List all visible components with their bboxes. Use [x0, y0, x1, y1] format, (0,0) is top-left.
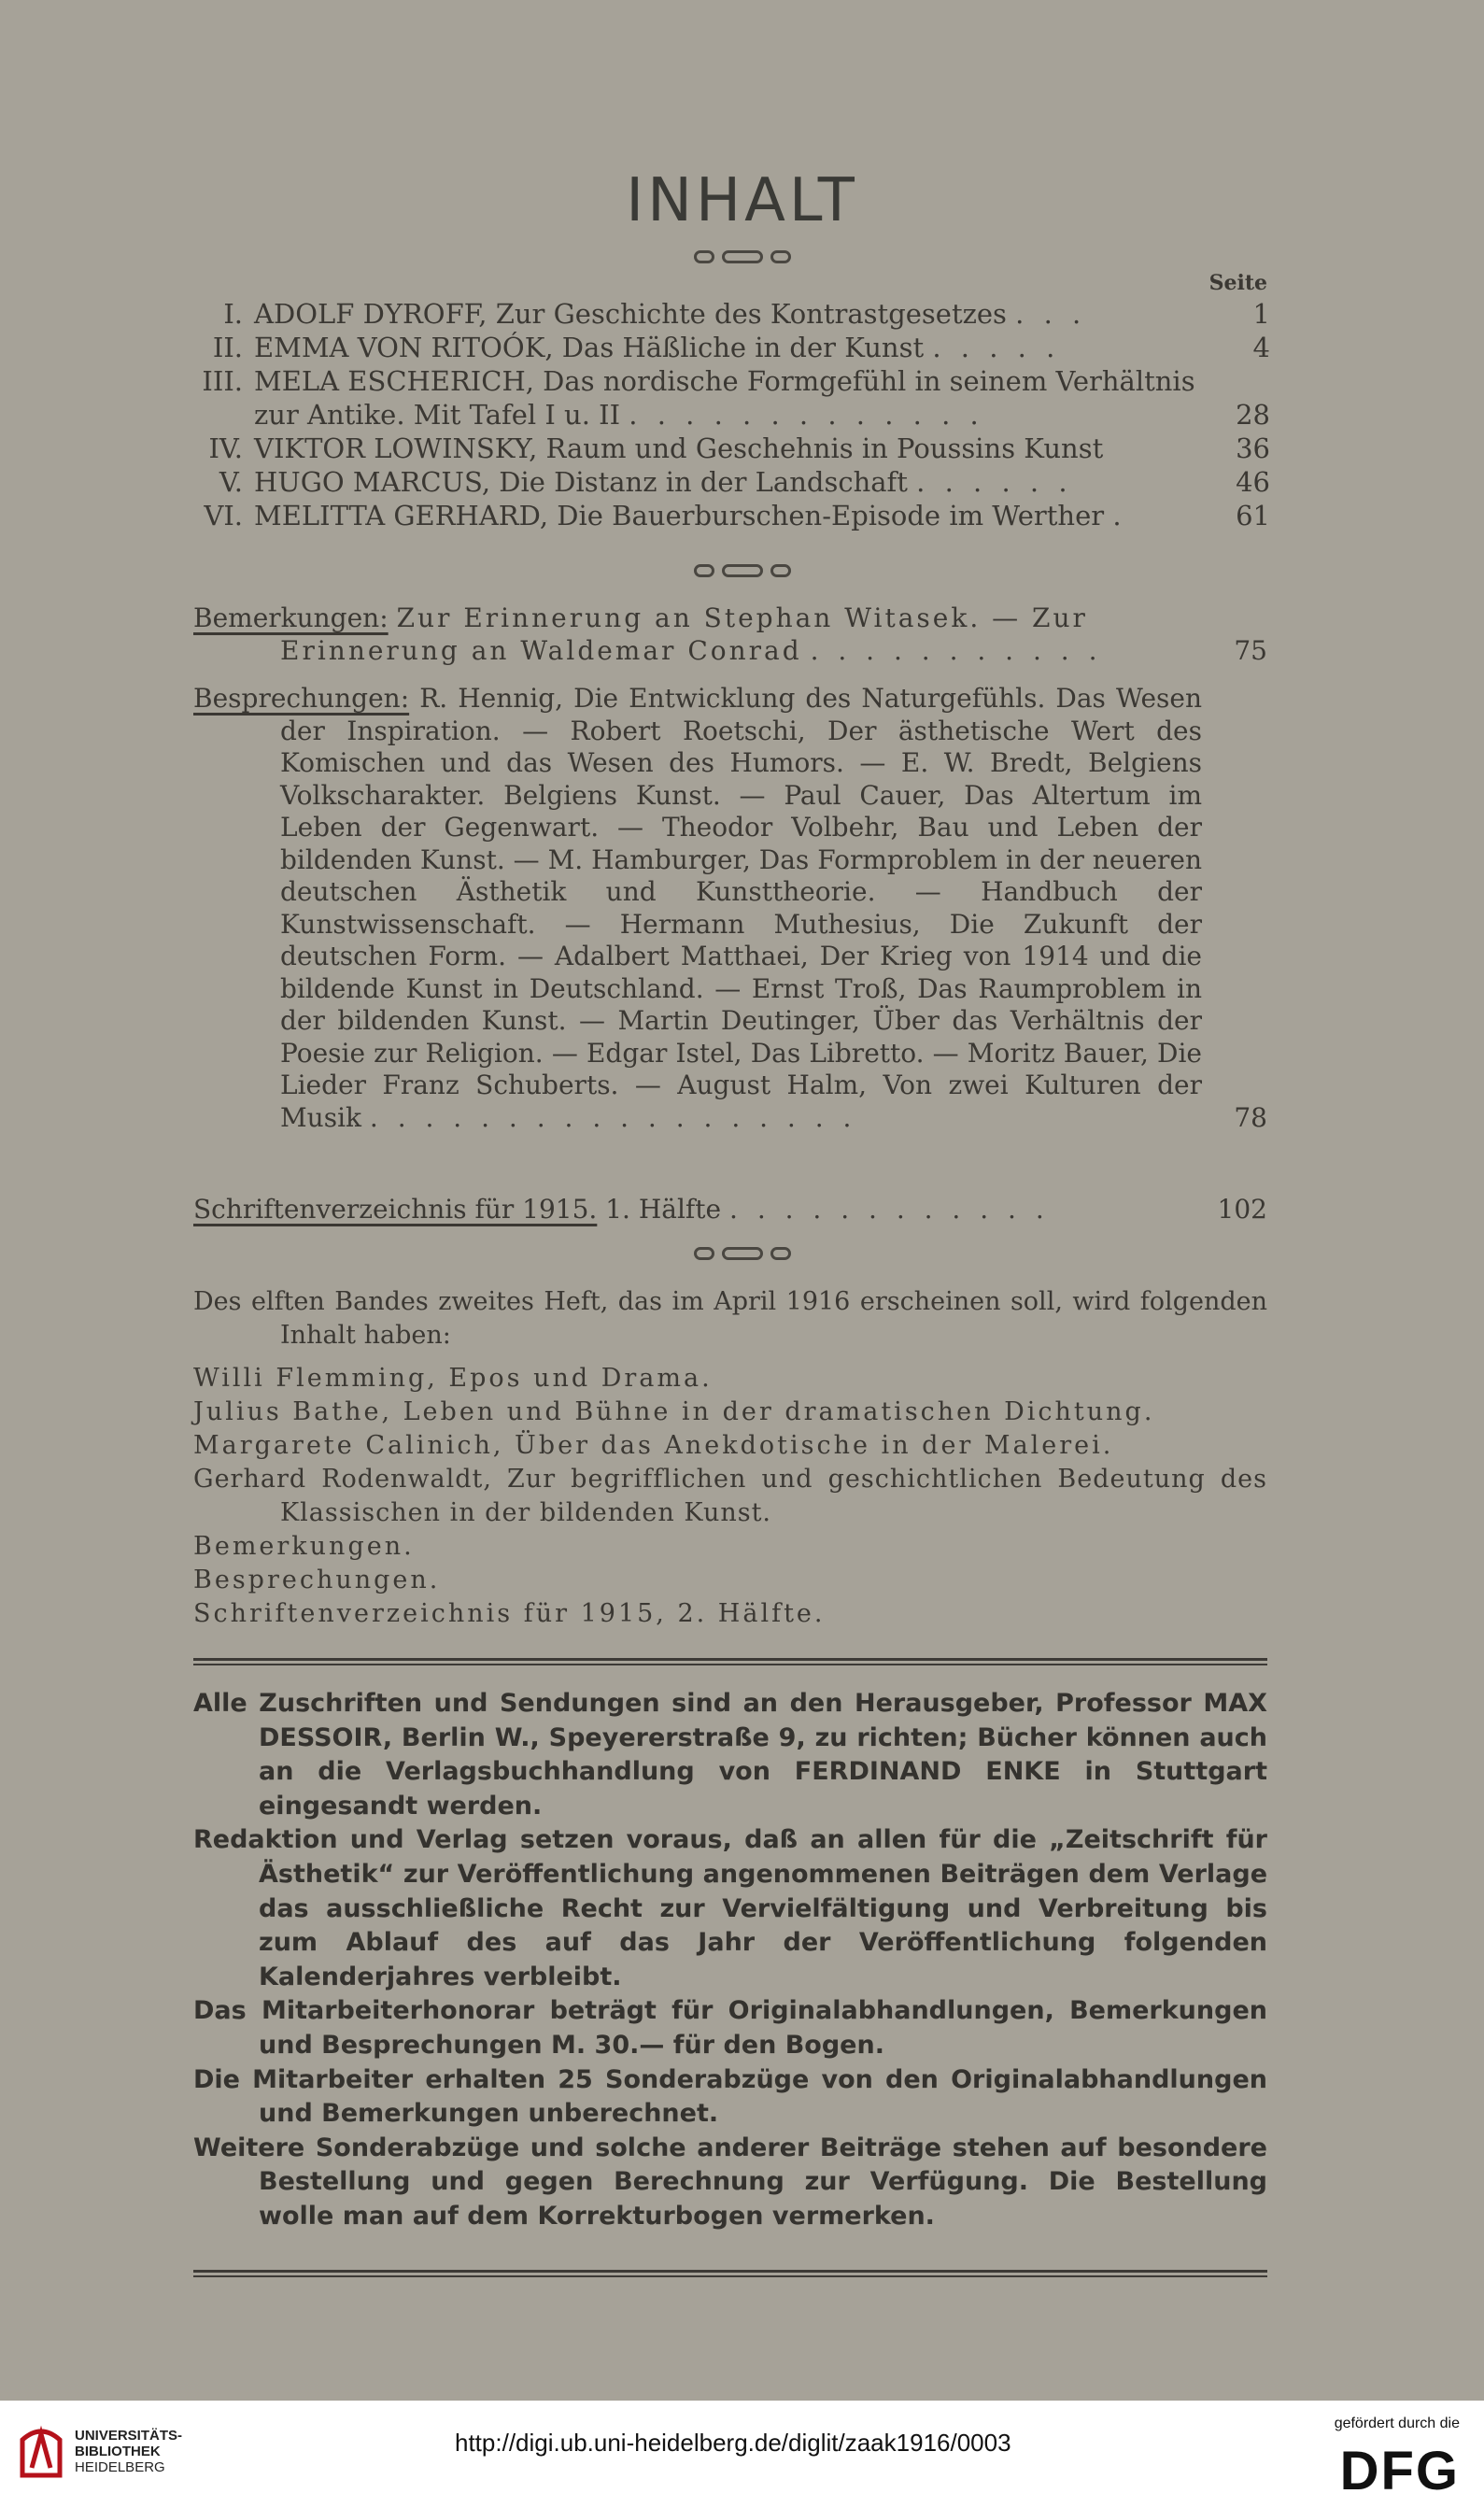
toc-page: 46	[1236, 466, 1270, 498]
besprechungen-entry[interactable]	[193, 683, 1267, 1134]
section-page: 78	[1234, 1101, 1267, 1133]
leader-dots: . . . . . . . . . . . . .	[629, 399, 984, 431]
toc-entry[interactable]	[187, 499, 1270, 532]
publisher-notes	[193, 1687, 1267, 2234]
digitization-footer	[0, 2401, 1484, 2508]
library-name-line: HEIDELBERG	[75, 2458, 165, 2475]
toc-text: ADOLF DYROFF, Zur Geschichte des Kontrastgesetzes	[254, 298, 1007, 330]
ornament-divider	[694, 564, 791, 577]
toc-entry[interactable]	[187, 331, 1270, 364]
toc-number: III.	[202, 365, 243, 397]
toc-number: II.	[212, 332, 243, 363]
toc-entry[interactable]	[187, 465, 1270, 499]
note-paragraph: Redaktion und Verlag setzen voraus, daß an allen für die „Zeitschrift für Ästhetik“ zur Veröffentlichung angenommenen Beiträgen dem Verlage das ausschließliche Recht zur Vervielfältigung und Verbreitung bis zum Ablauf des auf das Jahr der Veröffentlichung folgenden Kalenderjahres verbleibt.	[193, 1825, 1267, 1991]
note-paragraph: Die Mitarbeiter erhalten 25 Sonderabzüge von den Originalabhandlungen und Bemerkungen unberechnet.	[193, 2064, 1267, 2129]
section-page: 75	[1234, 634, 1267, 666]
toc-page: 61	[1236, 500, 1270, 531]
library-seal-icon	[17, 2421, 65, 2481]
note-paragraph: Weitere Sonderabzüge und solche anderer Beiträge stehen auf besondere Bestellung und gegen Berechnung zur Verfügung. Die Bestellung wolle man auf dem Korrekturbogen vermerken.	[193, 2133, 1267, 2231]
bemerkungen-entry[interactable]	[193, 602, 1267, 667]
permalink-url[interactable]: http://digi.ub.uni-heidelberg.de/diglit/zaak1916/0003	[455, 2429, 1011, 2457]
double-rule	[193, 2270, 1267, 2277]
dfg-logo[interactable]: DFG	[1339, 2441, 1460, 2501]
section-text: R. Hennig, Die Entwicklung des Naturgefühls. Das Wesen der Inspiration. — Robert Roetschi, Der ästhetische Wert des Komischen und das Wesen des Humors. — E. W. Bredt, Belgiens Volkscharakter. Belgiens Kunst. — Paul Cauer, Das Altertum im Leben der Gegenwart. — Theodor Volbehr, Bau und Leben der bildenden Kunst. — M. Hamburger, Das Formproblem in der neueren deutschen Ästhetik und Kunsttheorie. — Handbuch der Kunstwissenschaft. — Hermann Muthesius, Die Zukunft der deutschen Form. — Adalbert Matthaei, Der Krieg von 1914 und die bildende Kunst in Deutschland. — Ernst Troß, Das Raumproblem in der bildenden Kunst. — Martin Deutinger, Über das Verhältnis der Poesie zur Religion. — Edgar Istel, Das Libretto. — Moritz Bauer, Die Lieder Franz Schuberts. — August Halm, Von zwei Kulturen der Musik	[280, 683, 1203, 1133]
next-issue-lead: Des elften Bandes zweites Heft, das im April 1916 erscheinen soll, wird folgenden Inhalt haben:	[193, 1287, 1267, 1350]
toc-number: VI.	[204, 500, 243, 531]
toc-text: MELA ESCHERICH, Das nordische Formgefühl in seinem Verhältnis zur Antike. Mit Tafel I u. II	[254, 365, 1195, 431]
toc-page: 28	[1236, 399, 1270, 431]
note-paragraph: Das Mitarbeiterhonorar beträgt für Originalabhandlungen, Bemerkungen und Besprechungen M. 30.— für den Bogen.	[193, 1996, 1267, 2060]
toc-entry[interactable]	[187, 364, 1270, 432]
leader-dots: . . . . . . . . . . . . . . . . . .	[369, 1101, 857, 1133]
page-title: INHALT	[626, 166, 858, 235]
toc-page: 4	[1252, 332, 1270, 363]
leader-dots: . . . . .	[932, 332, 1061, 363]
next-issue-preview	[193, 1285, 1267, 1631]
toc-number: I.	[223, 298, 243, 330]
leader-dots: .	[1112, 500, 1127, 531]
leader-dots: . . . . . . . . . . . .	[729, 1194, 1050, 1225]
toc-text: EMMA VON RITOÓK, Das Häßliche in der Kunst	[254, 332, 925, 363]
library-name-line: BIBLIOTHEK	[75, 2443, 161, 2459]
section-label: Bemerkungen:	[193, 602, 389, 633]
table-of-contents	[187, 297, 1270, 532]
toc-number: V.	[219, 466, 243, 498]
toc-text: VIKTOR LOWINSKY, Raum und Geschehnis in Poussins Kunst	[254, 432, 1104, 464]
next-issue-item: Besprechungen.	[193, 1566, 441, 1594]
library-name-line: UNIVERSITÄTS-	[75, 2427, 183, 2444]
toc-text: MELITTA GERHARD, Die Bauerburschen-Episode im Werther	[254, 500, 1105, 531]
leader-dots: . . . . . .	[916, 466, 1073, 498]
toc-text: HUGO MARCUS, Die Distanz in der Landschaft	[254, 466, 908, 498]
next-issue-item: Margarete Calinich, Über das Anekdotische in der Malerei.	[193, 1431, 1114, 1460]
note-paragraph: Alle Zuschriften und Sendungen sind an den Herausgeber, Professor MAX DESSOIR, Berlin W., Speyererstraße 9, zu richten; Bücher können auch an die Verlagsbuchhandlung von FERDINAND ENKE in Stuttgart eingesandt werden.	[193, 1689, 1267, 1821]
toc-number: IV.	[208, 432, 243, 464]
next-issue-item: Julius Bathe, Leben und Bühne in der dramatischen Dichtung.	[193, 1397, 1155, 1426]
toc-entry[interactable]	[187, 432, 1270, 465]
next-issue-item: Bemerkungen.	[193, 1532, 415, 1561]
toc-entry[interactable]	[187, 297, 1270, 331]
leader-dots: . . . . . . . . . . .	[810, 634, 1103, 666]
section-label: Besprechungen:	[193, 683, 410, 714]
toc-page: 36	[1236, 432, 1270, 464]
next-issue-item: Willi Flemming, Epos und Drama.	[193, 1364, 713, 1393]
seite-label: Seite	[1208, 271, 1267, 295]
funded-by-text: gefördert durch die	[1334, 2416, 1460, 2431]
ornament-divider	[694, 250, 791, 263]
section-text: Zur Erinnerung an Stephan Witasek. — Zur Erinnerung an Waldemar Conrad	[280, 602, 1088, 666]
double-rule	[193, 1658, 1267, 1665]
section-text: 1. Hälfte	[605, 1194, 722, 1225]
next-issue-item: Gerhard Rodenwaldt, Zur begrifflichen und geschichtlichen Bedeutung des Klassischen in der bildenden Kunst.	[193, 1465, 1267, 1527]
next-issue-item: Schriftenverzeichnis für 1915, 2. Hälfte.	[193, 1599, 826, 1628]
toc-page: 1	[1252, 298, 1270, 330]
library-logo[interactable]	[17, 2421, 182, 2481]
section-label: Schriftenverzeichnis für 1915.	[193, 1194, 598, 1225]
schriften-entry[interactable]	[193, 1194, 1267, 1226]
section-page: 102	[1217, 1194, 1267, 1225]
leader-dots: . . .	[1015, 298, 1087, 330]
ornament-divider	[694, 1247, 791, 1260]
